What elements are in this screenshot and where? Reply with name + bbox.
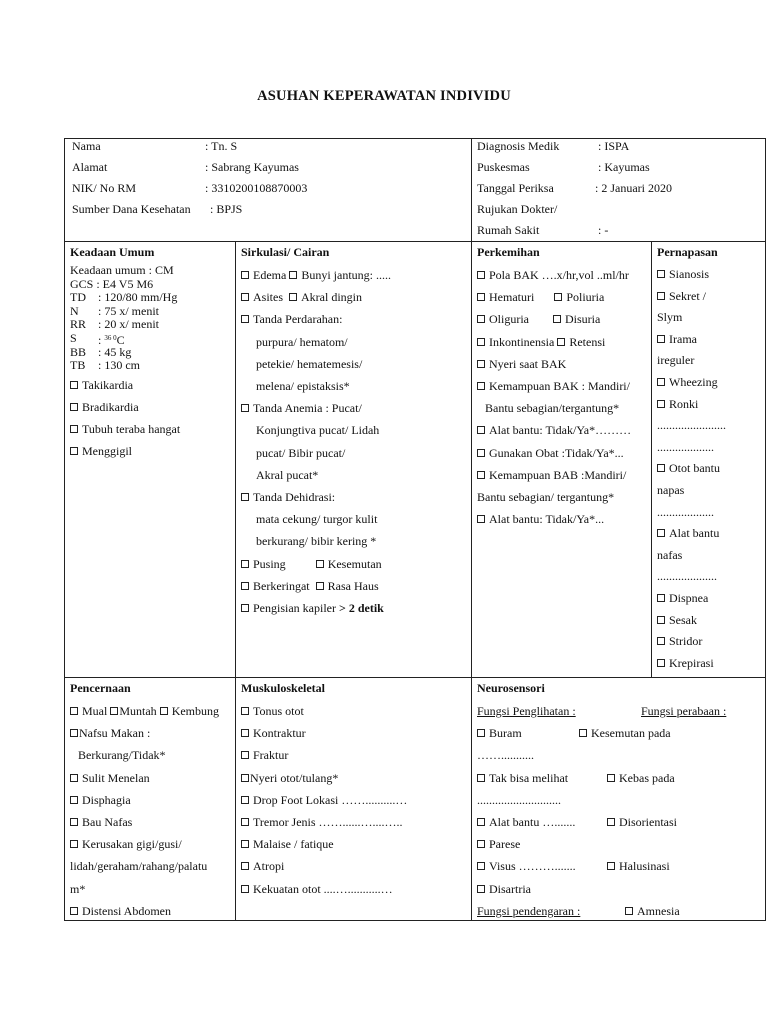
checkbox-label: Sulit Menelan bbox=[82, 770, 150, 785]
checkbox-label: Kebas pada bbox=[619, 770, 675, 785]
checkbox-label: Retensi bbox=[569, 334, 606, 349]
pencernaan-row bbox=[70, 833, 230, 855]
column-header: Keadaan Umum bbox=[70, 245, 155, 259]
checkbox-icon[interactable] bbox=[241, 862, 249, 870]
checkbox-icon[interactable] bbox=[241, 707, 249, 715]
vital-value: : 45 kg bbox=[98, 344, 132, 359]
checkbox-icon[interactable] bbox=[241, 604, 249, 612]
checkbox-label: Poliuria bbox=[566, 290, 605, 305]
temperature-unit: C bbox=[116, 332, 125, 347]
checkbox-takikardia[interactable] bbox=[70, 374, 230, 396]
column-header: Pernapasan bbox=[657, 245, 718, 259]
text-line: petekie/ hematemesis/ bbox=[256, 356, 363, 371]
checkbox-label: Tanda Anemia : Pucat/ bbox=[253, 401, 362, 416]
checkbox-icon[interactable] bbox=[477, 338, 485, 346]
checkbox-label: Kerusakan gigi/gusi/ bbox=[82, 837, 182, 852]
checkbox-label: Hematuri bbox=[489, 290, 535, 305]
respiratory-checkbox-row bbox=[657, 653, 760, 675]
pencernaan-row bbox=[70, 789, 230, 811]
hospital-value: : - bbox=[598, 223, 609, 237]
checkbox-label: Disuria bbox=[565, 312, 601, 327]
checkbox-label: ....................... bbox=[657, 418, 726, 433]
gcs-text: GCS : E4 V5 M6 bbox=[70, 276, 154, 291]
text-line: pucat/ Bibir pucat/ bbox=[256, 445, 346, 460]
checkbox-label: Akral dingin bbox=[301, 290, 362, 305]
checkbox-icon[interactable] bbox=[657, 616, 665, 624]
checkbox-icon[interactable] bbox=[657, 529, 665, 537]
name-label: Nama bbox=[72, 139, 101, 153]
musk-row bbox=[241, 744, 466, 766]
text-line: Akral pucat* bbox=[256, 467, 319, 482]
checkbox-label: Visus ………....... bbox=[489, 859, 576, 874]
musk-row bbox=[241, 833, 466, 855]
touch-function-label: Fungsi perabaan : bbox=[641, 704, 727, 718]
checkbox-label: .................... bbox=[657, 569, 717, 584]
checkbox-icon[interactable] bbox=[70, 447, 78, 455]
checkbox-icon[interactable] bbox=[477, 271, 485, 279]
neuro-row bbox=[477, 900, 760, 922]
checkbox-icon[interactable] bbox=[657, 378, 665, 386]
neuro-row bbox=[477, 722, 760, 744]
checkbox-icon[interactable] bbox=[241, 751, 249, 759]
sirkulasi-row-1 bbox=[241, 264, 466, 286]
pencernaan-row bbox=[70, 722, 230, 744]
checkbox-icon[interactable] bbox=[657, 292, 665, 300]
vital-bb bbox=[70, 346, 230, 360]
checkbox-label: napas bbox=[657, 482, 685, 497]
nik-label: NIK/ No RM bbox=[72, 181, 137, 195]
checkbox-icon[interactable] bbox=[557, 338, 565, 346]
text-line: mata cekung/ turgor kulit bbox=[256, 512, 378, 527]
checkbox-label: Kekuatan otot ....…...........… bbox=[253, 881, 393, 896]
text-line: lidah/geraham/rahang/palatu bbox=[70, 859, 208, 874]
musk-row bbox=[241, 811, 466, 833]
checkbox-label: Takikardia bbox=[82, 377, 134, 392]
checkbox-label: Drop Foot Lokasi ……..........… bbox=[253, 792, 408, 807]
checkbox-icon[interactable] bbox=[70, 403, 78, 411]
hospital-label: Rumah Sakit bbox=[477, 223, 540, 237]
checkbox-label: ................... bbox=[657, 439, 714, 454]
checkbox-label: Distensi Abdomen bbox=[82, 903, 171, 918]
checkbox-label: Amnesia bbox=[637, 903, 680, 918]
checkbox-icon[interactable] bbox=[477, 471, 485, 479]
checkbox-icon[interactable] bbox=[657, 335, 665, 343]
general-condition bbox=[70, 264, 230, 278]
vital-value: : 120/80 mm/Hg bbox=[98, 290, 178, 305]
checkbox-icon[interactable] bbox=[477, 515, 485, 523]
checkbox-icon[interactable] bbox=[241, 774, 249, 782]
perkemihan-row bbox=[477, 442, 646, 464]
neuro-row bbox=[477, 811, 760, 833]
checkbox-label: Oliguria bbox=[489, 312, 529, 327]
respiratory-checkbox-row bbox=[657, 631, 760, 653]
vital-key: S bbox=[70, 330, 77, 345]
checkbox-label: Rasa Haus bbox=[327, 578, 379, 593]
checkbox-label: Slym bbox=[657, 310, 683, 325]
capillary-threshold: > 2 detik bbox=[338, 601, 384, 616]
respiratory-checkbox-row bbox=[657, 458, 760, 480]
text-line: melena/ epistaksis* bbox=[256, 379, 350, 394]
checkbox-label: Sesak bbox=[669, 612, 697, 627]
text-line bbox=[657, 480, 760, 502]
checkbox-icon[interactable] bbox=[70, 818, 78, 826]
respiratory-checkbox-row bbox=[657, 394, 760, 416]
perkemihan-row bbox=[477, 419, 646, 441]
text-line: Bantu sebagian/ tergantung* bbox=[477, 490, 615, 505]
checkbox-icon[interactable] bbox=[657, 464, 665, 472]
checkbox-label: Tanda Perdarahan: bbox=[253, 312, 343, 327]
document-title: ASUHAN KEPERAWATAN INDIVIDU bbox=[257, 88, 511, 104]
perkemihan-row bbox=[477, 464, 646, 486]
checkbox-icon[interactable] bbox=[289, 293, 297, 301]
checkbox-label: Disorientasi bbox=[619, 815, 677, 830]
checkbox-label: Bau Nafas bbox=[82, 815, 133, 830]
checkbox-icon[interactable] bbox=[477, 449, 485, 457]
checkbox-bradikardia[interactable] bbox=[70, 396, 230, 418]
respiratory-checkbox-row bbox=[657, 286, 760, 308]
vision-function-label: Fungsi Penglihatan : bbox=[477, 704, 576, 718]
checkbox-label: Nyeri saat BAK bbox=[489, 356, 567, 371]
checkbox-icon[interactable] bbox=[160, 707, 168, 715]
checkbox-label: Alat bantu: Tidak/Ya*……… bbox=[489, 423, 632, 438]
text-line bbox=[657, 307, 760, 329]
text-line bbox=[657, 350, 760, 372]
musk-row bbox=[241, 722, 466, 744]
checkbox-label: Bradikardia bbox=[82, 399, 139, 414]
checkbox-label: Krepirasi bbox=[669, 655, 714, 670]
pencernaan-row bbox=[70, 767, 230, 789]
column-header: Neurosensori bbox=[477, 681, 545, 695]
checkbox-label: Sianosis bbox=[669, 267, 710, 281]
checkbox-label: Inkontinensia bbox=[489, 334, 555, 349]
checkbox-label: nafas bbox=[657, 547, 683, 562]
checkbox-icon[interactable] bbox=[657, 637, 665, 645]
sirkulasi-row-2 bbox=[241, 286, 466, 308]
checkbox-label: Nafsu Makan : bbox=[79, 726, 151, 741]
perkemihan-row bbox=[477, 286, 646, 308]
checkbox-icon[interactable] bbox=[241, 271, 249, 279]
vital-rr bbox=[70, 318, 230, 332]
text-line: ……........... bbox=[477, 748, 534, 763]
checkbox-label: Sekret / bbox=[669, 288, 706, 303]
checkbox-icon[interactable] bbox=[477, 315, 485, 323]
checkbox-label: Tonus otot bbox=[253, 704, 304, 718]
checkbox-label: Kesemutan pada bbox=[591, 726, 671, 741]
circulation-column bbox=[235, 242, 471, 677]
checkbox-icon[interactable] bbox=[70, 774, 78, 782]
checkbox-label: Mual bbox=[82, 704, 108, 718]
checkbox-label: Tubuh teraba hangat bbox=[82, 422, 181, 437]
checkbox-label: Kesemutan bbox=[327, 556, 382, 571]
temperature-superscript: 36 0 bbox=[104, 333, 117, 342]
pencernaan-row bbox=[70, 811, 230, 833]
checkbox-icon[interactable] bbox=[657, 594, 665, 602]
text-line: Berkurang/Tidak* bbox=[78, 748, 166, 763]
checkbox-label: Bunyi jantung: ..... bbox=[301, 268, 391, 282]
vital-value: : 20 x/ menit bbox=[98, 317, 159, 332]
checkbox-label: Kemampuan BAK : Mandiri/ bbox=[489, 379, 630, 394]
checkbox-icon[interactable] bbox=[316, 582, 324, 590]
musk-row bbox=[241, 878, 466, 900]
perkemihan-row bbox=[477, 375, 646, 397]
checkbox-icon[interactable] bbox=[477, 426, 485, 434]
checkbox-icon[interactable] bbox=[70, 381, 78, 389]
checkbox-menggigil[interactable] bbox=[70, 440, 230, 462]
checkbox-icon[interactable] bbox=[477, 382, 485, 390]
musculoskeletal-column bbox=[235, 678, 471, 920]
neuro-row bbox=[477, 878, 760, 900]
checkbox-icon[interactable] bbox=[477, 360, 485, 368]
checkbox-label: Irama bbox=[669, 331, 697, 346]
pencernaan-row bbox=[70, 700, 230, 722]
pencernaan-row bbox=[70, 900, 230, 922]
neuro-row bbox=[477, 855, 760, 877]
column-header: Muskuloskeletal bbox=[241, 681, 326, 695]
patient-identity-section bbox=[64, 138, 766, 242]
assessment-section-2 bbox=[64, 677, 766, 921]
checkbox-label: Dispnea bbox=[669, 590, 709, 605]
checkbox-label: Disphagia bbox=[82, 792, 131, 807]
funding-label: Sumber Dana Kesehatan bbox=[72, 202, 191, 216]
text-line bbox=[657, 502, 760, 524]
perkemihan-row bbox=[477, 264, 646, 286]
checkbox-label: Pola BAK ….x/hr,vol ..ml/hr bbox=[489, 268, 629, 282]
checkbox-icon[interactable] bbox=[607, 862, 615, 870]
checkbox-icon[interactable] bbox=[241, 560, 249, 568]
checkbox-icon[interactable] bbox=[554, 293, 562, 301]
checkbox-label: Wheezing bbox=[669, 374, 718, 389]
vital-td bbox=[70, 291, 230, 305]
checkbox-label: Tak bisa melihat bbox=[489, 770, 569, 785]
checkbox-icon[interactable] bbox=[241, 293, 249, 301]
text-line: m* bbox=[70, 881, 86, 896]
sirkulasi-row-7 bbox=[241, 575, 466, 597]
checkbox-icon[interactable] bbox=[241, 404, 249, 412]
funding-value: : BPJS bbox=[210, 202, 243, 216]
checkbox-label: Atropi bbox=[253, 859, 285, 874]
address-value: : Sabrang Kayumas bbox=[205, 160, 299, 174]
checkbox-label: Parese bbox=[489, 837, 521, 852]
checkbox-label: Alat bantu: Tidak/Ya*... bbox=[489, 512, 605, 527]
checkbox-icon[interactable] bbox=[289, 271, 297, 279]
checkbox-icon[interactable] bbox=[607, 774, 615, 782]
checkbox-icon[interactable] bbox=[241, 840, 249, 848]
checkbox-label: Alat bantu bbox=[669, 526, 720, 541]
checkbox-label: Stridor bbox=[669, 634, 703, 649]
respiratory-checkbox-row bbox=[657, 610, 760, 632]
checkbox-icon[interactable] bbox=[477, 885, 485, 893]
checkbox-label: Malaise / fatique bbox=[253, 837, 334, 852]
vital-s bbox=[70, 332, 230, 346]
general-condition-text: Keadaan umum : CM bbox=[70, 263, 174, 277]
respiratory-checkbox-row bbox=[657, 588, 760, 610]
checkbox-icon[interactable] bbox=[625, 907, 633, 915]
name-value: : Tn. S bbox=[205, 139, 238, 153]
checkbox-icon[interactable] bbox=[316, 560, 324, 568]
checkbox-icon[interactable] bbox=[477, 774, 485, 782]
vital-n bbox=[70, 305, 230, 319]
checkbox-label: Alat bantu …....... bbox=[489, 815, 576, 830]
checkbox-label: Berkeringat bbox=[253, 578, 310, 593]
checkbox-icon[interactable] bbox=[110, 707, 118, 715]
vital-value: : bbox=[98, 332, 102, 347]
checkbox-icon[interactable] bbox=[241, 885, 249, 893]
perkemihan-row bbox=[477, 331, 646, 353]
neuro-row bbox=[477, 833, 760, 855]
sirkulasi-row-3 bbox=[241, 308, 466, 330]
digestive-column bbox=[65, 678, 235, 920]
text-line bbox=[657, 566, 760, 588]
checkbox-label: Menggigil bbox=[82, 444, 132, 459]
text-line bbox=[657, 437, 760, 459]
text-line: Bantu sebagian/tergantung* bbox=[485, 401, 620, 416]
checkbox-label: Tremor Jenis ……......…....….. bbox=[253, 815, 403, 830]
checkbox-label: Asites bbox=[253, 290, 283, 305]
checkbox-label: ireguler bbox=[657, 353, 695, 368]
respiratory-column bbox=[651, 242, 765, 677]
respiratory-checkbox-row bbox=[657, 264, 760, 286]
checkbox-label: Disartria bbox=[489, 881, 531, 896]
checkbox-label: Tanda Dehidrasi: bbox=[253, 490, 336, 505]
exam-date-label: Tanggal Periksa bbox=[477, 181, 554, 195]
urinary-column bbox=[471, 242, 651, 677]
puskesmas-value: : Kayumas bbox=[598, 160, 650, 174]
musk-row bbox=[241, 700, 466, 722]
vital-key: TB bbox=[70, 358, 86, 373]
checkbox-label: Ronki bbox=[669, 396, 699, 411]
checkbox-label: Halusinasi bbox=[619, 859, 670, 874]
checkbox-icon[interactable] bbox=[657, 659, 665, 667]
referral-label: Rujukan Dokter/ bbox=[477, 202, 558, 216]
checkbox-icon[interactable] bbox=[70, 796, 78, 804]
checkbox-label: Gunakan Obat :Tidak/Ya*... bbox=[489, 445, 624, 460]
checkbox-icon[interactable] bbox=[579, 729, 587, 737]
musk-row bbox=[241, 767, 466, 789]
checkbox-icon[interactable] bbox=[70, 729, 78, 737]
musk-row bbox=[241, 855, 466, 877]
perkemihan-row bbox=[477, 508, 646, 530]
neuro-row bbox=[477, 767, 760, 789]
checkbox-icon[interactable] bbox=[553, 315, 561, 323]
neuro-subheaders bbox=[477, 700, 760, 722]
hearing-function-label: Fungsi pendengaran : bbox=[477, 903, 581, 918]
general-condition-column bbox=[65, 242, 235, 677]
sirkulasi-row-8 bbox=[241, 597, 466, 619]
checkbox-label: Kembung bbox=[171, 704, 220, 718]
checkbox-icon[interactable] bbox=[477, 293, 485, 301]
vital-key: BB bbox=[70, 344, 87, 359]
respiratory-checkbox-row bbox=[657, 329, 760, 351]
respiratory-checkbox-row bbox=[657, 372, 760, 394]
respiratory-checkbox-row bbox=[657, 523, 760, 545]
text-line: purpura/ hematom/ bbox=[256, 334, 348, 349]
perkemihan-row bbox=[477, 353, 646, 375]
diagnosis-label: Diagnosis Medik bbox=[477, 139, 560, 153]
checkbox-icon[interactable] bbox=[657, 270, 665, 278]
checkbox-label: Kemampuan BAB :Mandiri/ bbox=[489, 467, 627, 482]
checkbox-icon[interactable] bbox=[241, 493, 249, 501]
text-line: ............................ bbox=[477, 792, 561, 807]
checkbox-icon[interactable] bbox=[241, 315, 249, 323]
nik-value: : 3310200108870003 bbox=[205, 181, 308, 195]
checkbox-icon[interactable] bbox=[241, 582, 249, 590]
checkbox-label: ................... bbox=[657, 504, 714, 519]
column-header: Pencernaan bbox=[70, 681, 131, 695]
vital-key: TD bbox=[70, 290, 86, 305]
checkbox-label: Nyeri otot/tulang* bbox=[250, 770, 339, 785]
text-line bbox=[657, 545, 760, 567]
sirkulasi-row-4 bbox=[241, 397, 466, 419]
checkbox-label: Otot bantu bbox=[669, 461, 720, 476]
puskesmas-label: Puskesmas bbox=[477, 160, 530, 174]
diagnosis-value: : ISPA bbox=[598, 139, 630, 153]
divider bbox=[471, 139, 472, 241]
checkbox-label: Pengisian kapiler bbox=[253, 601, 336, 616]
vital-key: N bbox=[70, 303, 79, 318]
neurosensory-column bbox=[471, 678, 765, 920]
checkbox-label: Fraktur bbox=[253, 748, 289, 763]
column-header: Perkemihan bbox=[477, 245, 540, 259]
text-line: Konjungtiva pucat/ Lidah bbox=[256, 423, 380, 438]
address-label: Alamat bbox=[72, 160, 108, 174]
vital-value: : 75 x/ menit bbox=[98, 303, 159, 318]
checkbox-tubuh-hangat[interactable] bbox=[70, 418, 230, 440]
sirkulasi-row-5 bbox=[241, 486, 466, 508]
checkbox-icon[interactable] bbox=[70, 425, 78, 433]
checkbox-icon[interactable] bbox=[70, 707, 78, 715]
perkemihan-row bbox=[477, 308, 646, 330]
checkbox-icon[interactable] bbox=[477, 818, 485, 826]
checkbox-icon[interactable] bbox=[607, 818, 615, 826]
checkbox-label: Pusing bbox=[253, 556, 286, 571]
vital-value: : 130 cm bbox=[98, 358, 140, 373]
checkbox-icon[interactable] bbox=[70, 840, 78, 848]
checkbox-label: Edema bbox=[253, 268, 287, 282]
exam-date-value: : 2 Januari 2020 bbox=[595, 181, 672, 195]
column-header: Sirkulasi/ Cairan bbox=[241, 245, 330, 259]
checkbox-icon[interactable] bbox=[477, 840, 485, 848]
checkbox-icon[interactable] bbox=[241, 796, 249, 804]
checkbox-icon[interactable] bbox=[477, 729, 485, 737]
musk-row bbox=[241, 789, 466, 811]
checkbox-icon[interactable] bbox=[657, 400, 665, 408]
checkbox-icon[interactable] bbox=[241, 818, 249, 826]
checkbox-icon[interactable] bbox=[477, 862, 485, 870]
checkbox-label: Kontraktur bbox=[253, 726, 306, 741]
text-line bbox=[657, 415, 760, 437]
gcs bbox=[70, 278, 230, 292]
vital-key: RR bbox=[70, 317, 87, 332]
vital-tb bbox=[70, 359, 230, 373]
checkbox-label: Buram bbox=[489, 726, 522, 741]
checkbox-label: Muntah bbox=[119, 704, 157, 718]
assessment-section-1 bbox=[64, 241, 766, 678]
checkbox-icon[interactable] bbox=[241, 729, 249, 737]
checkbox-icon[interactable] bbox=[70, 907, 78, 915]
text-line: berkurang/ bibir kering * bbox=[256, 534, 377, 549]
sirkulasi-row-6 bbox=[241, 553, 466, 575]
